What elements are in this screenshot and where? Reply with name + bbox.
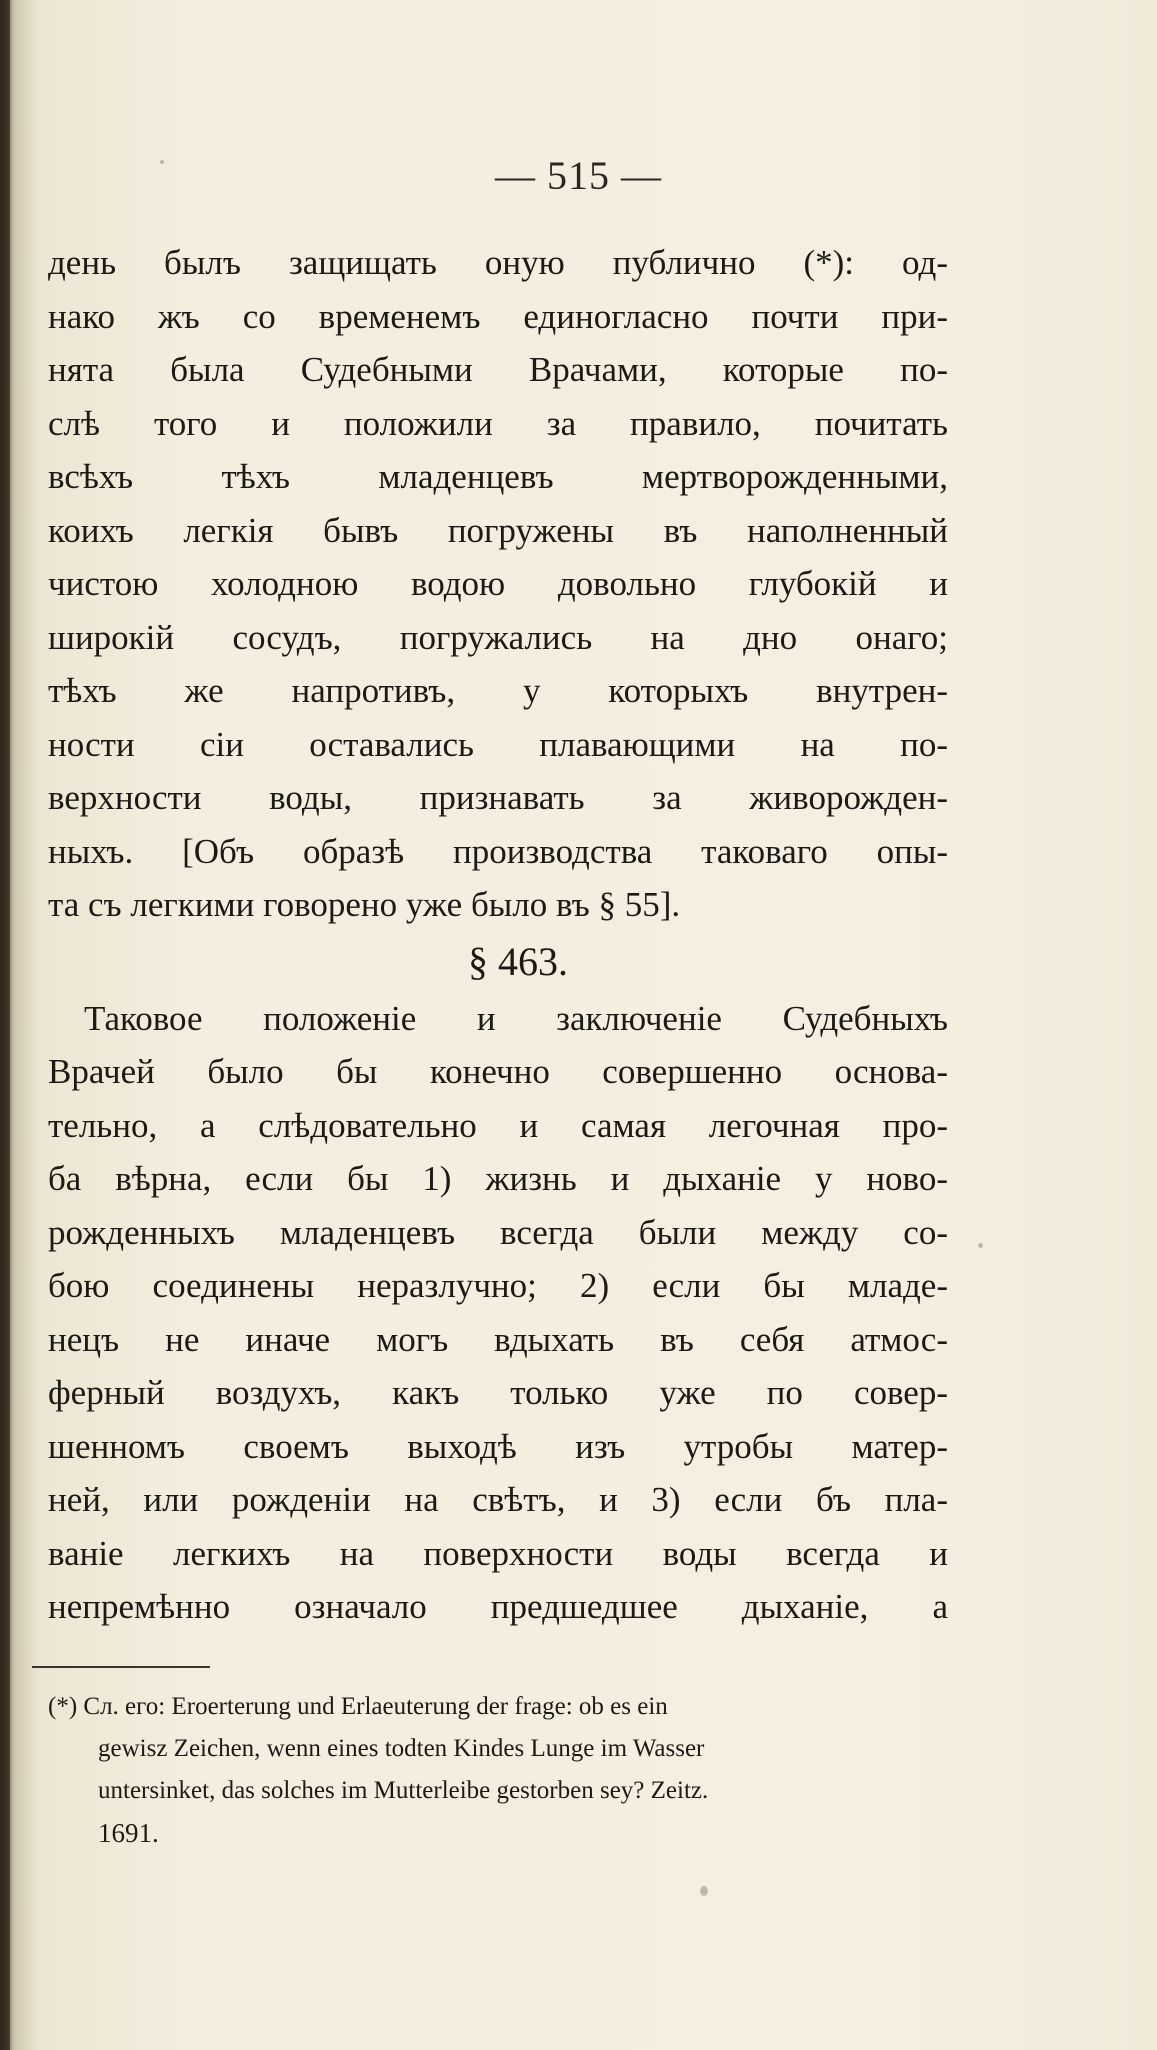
footnote-separator [32, 1666, 210, 1668]
footnote-line: 1691. [98, 1818, 159, 1848]
paper-speck [978, 1243, 983, 1248]
page-spine-shadow [0, 0, 10, 2050]
section-paragraph [48, 992, 948, 1634]
body-text [48, 236, 948, 1634]
text-line: день былъ защищать оную публично (*): од- [48, 243, 948, 282]
text-line: рожденныхъ младенцевъ всегда были между со- [48, 1212, 948, 1252]
paper-speck [700, 1886, 708, 1896]
text-line: чистою холодною водою довольно глубокій и [48, 564, 948, 603]
text-line: тельно, а слѣдовательно и самая легочная про- [48, 1105, 948, 1145]
text-line: всѣхъ тѣхъ младенцевъ мертворожденными, [48, 457, 948, 496]
text-line: ба вѣрна, если бы 1) жизнь и дыханіе у ново- [48, 1159, 948, 1198]
text-line: нако жъ со временемъ единогласно почти при- [48, 296, 948, 336]
text-line: нята была Судебными Врачами, которые по- [48, 350, 948, 389]
text-line: верхности воды, признавать за живорожден- [48, 778, 948, 817]
text-line: Таковое положеніе и заключеніе Судебныхъ [84, 998, 948, 1038]
text-line: бою соединены неразлучно; 2) если бы младе- [48, 1266, 948, 1305]
section-heading: § 463. [468, 938, 568, 984]
paper-speck [160, 160, 164, 164]
text-line: та съ легкими говорено уже было въ § 55]. [48, 885, 681, 924]
footnote-line: untersinket, das solches im Mutterleibe gestorben sey? Zeitz. [98, 1777, 709, 1804]
text-line: ности сіи оставались плавающими на по- [48, 724, 948, 764]
continued-paragraph [48, 236, 948, 932]
text-line: шенномъ своемъ выходѣ изъ утробы матер- [48, 1426, 948, 1466]
text-line: ферный воздухъ, какъ только уже по совер- [48, 1373, 948, 1412]
text-line: слѣ того и положили за правило, почитать [48, 403, 948, 443]
text-line: ныхъ. [Объ образѣ производства таковаго опы- [48, 831, 948, 871]
text-line: нецъ не иначе могъ вдыхать въ себя атмос- [48, 1319, 948, 1359]
text-line: Врачей было бы конечно совершенно основа- [48, 1052, 948, 1091]
text-line: коихъ легкія бывъ погружены въ наполненный [48, 510, 948, 550]
text-line: тѣхъ же напротивъ, у которыхъ внутрен- [48, 671, 948, 710]
text-line: ней, или рожденіи на свѣтъ, и 3) если бъ пла- [48, 1480, 948, 1519]
text-line: широкій сосудъ, погружались на дно онаго; [48, 617, 948, 657]
text-line: ваніе легкихъ на поверхности воды всегда и [48, 1533, 948, 1573]
footnote-line: (*) Сл. его: Eroerterung und Erlaeuterung der frage: ob es ein [48, 1693, 668, 1720]
page-number: — 515 — [495, 153, 662, 198]
footnote [48, 1686, 948, 1854]
text-line: непремѣнно означало предшедшее дыханіе, а [48, 1587, 948, 1626]
footnote-line: gewisz Zeichen, wenn eines todten Kindes Lunge im Wasser [98, 1735, 705, 1762]
